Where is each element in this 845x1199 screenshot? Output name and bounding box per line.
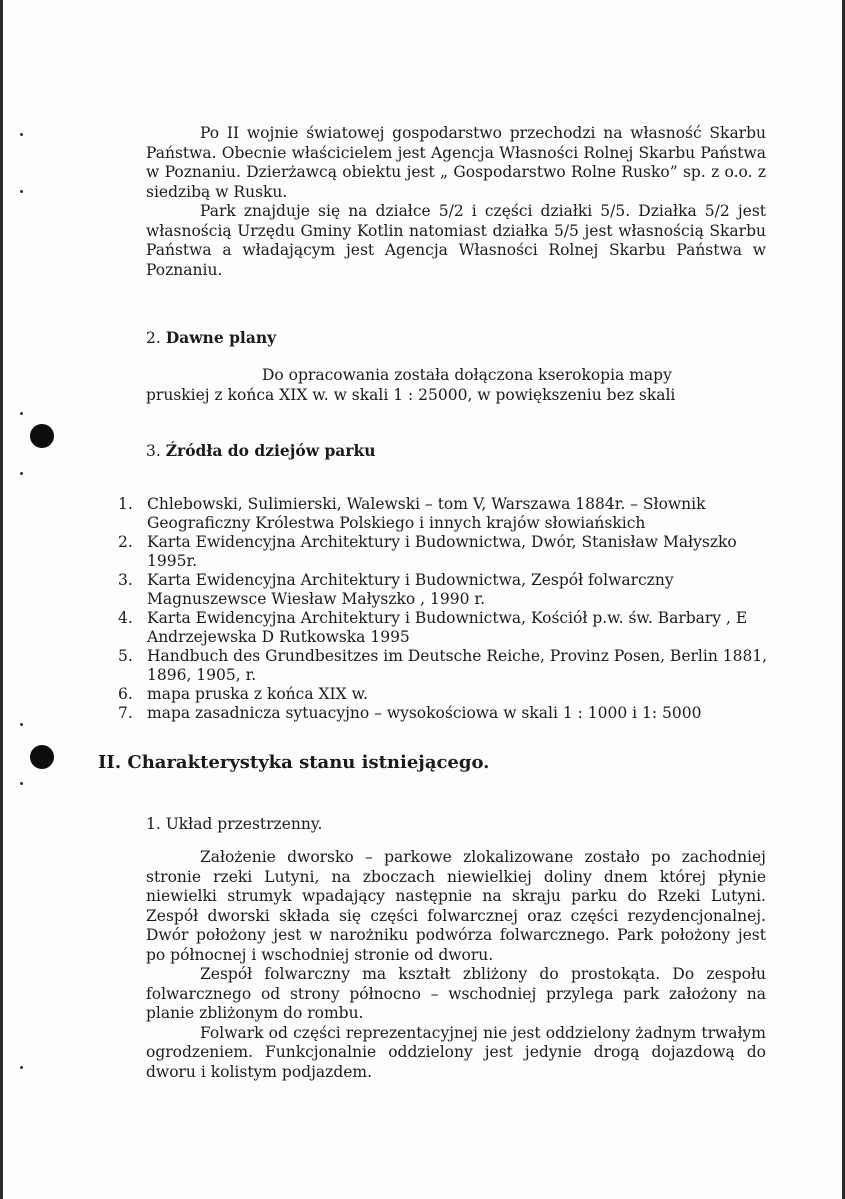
subsection-1-title: 1. Układ przestrzenny. bbox=[146, 815, 323, 833]
scan-mark bbox=[20, 723, 23, 726]
scan-mark bbox=[20, 412, 23, 415]
section-2-title: Dawne plany bbox=[165, 328, 277, 347]
section-2-body bbox=[146, 366, 736, 405]
list-item: 2. Karta Ewidencyjna Architektury i Budownictwa, Dwór, Stanisław Małyszko 1995r. bbox=[118, 533, 737, 570]
scan-edge-left bbox=[0, 0, 3, 1199]
intro-paragraph-2: Park znajduje się na działce 5/2 i części działki 5/5. Działka 5/2 jest własnością Urzędu Gminy Kotlin natomiast działka 5/5 jest własnością Skarbu Państwa a władającym jest Agencja Własności Rolnej Skarbu Państwa w Poznaniu. bbox=[146, 202, 766, 279]
sources-list bbox=[118, 495, 768, 723]
list-item: 7. mapa zasadnicza sytuacyjno – wysokościowa w skali 1 : 1000 i 1: 5000 bbox=[118, 704, 702, 722]
intro-paragraph-1: Po II wojnie światowej gospodarstwo przechodzi na własność Skarbu Państwa. Obecnie właścicielem jest Agencja Własności Rolnej Skarbu Państwa w Poznaniu. Dzierżawcą obiektu jest „ Gospodarstwo Rolne Rusko” sp. z o.o. z siedzibą w Rusku. bbox=[146, 124, 766, 201]
subsection-1-paragraph-3: Folwark od części reprezentacyjnej nie jest oddzielony żadnym trwałym ogrodzeniem. Funkcjonalnie oddzielony jest jedynie drogą dojazdową do dworu i kolistym podjazdem. bbox=[146, 1023, 766, 1081]
scan-mark bbox=[20, 472, 23, 475]
list-item: 6. mapa pruska z końca XIX w. bbox=[118, 685, 368, 703]
list-item: 1. Chlebowski, Sulimierski, Walewski – tom V, Warszawa 1884r. – Słownik Geograficzny Królestwa Polskiego i innych krajów słowiańskich bbox=[118, 495, 706, 532]
scan-mark bbox=[20, 782, 23, 785]
subsection-1-paragraph-2: Zespół folwarczny ma kształt zbliżony do prostokąta. Do zespołu folwarcznego od strony północno – wschodniej przylega park założony na planie zbliżonym do rombu. bbox=[146, 965, 766, 1022]
section-3-number: 3. bbox=[146, 442, 161, 460]
scan-mark bbox=[20, 133, 23, 136]
subsection-1-body bbox=[146, 848, 766, 1082]
list-item: 3. Karta Ewidencyjna Architektury i Budownictwa, Zespół folwarczny Magnuszewsce Wiesław Małyszko , 1990 r. bbox=[118, 571, 674, 608]
chapter-2-title: II. Charakterystyka stanu istniejącego. bbox=[98, 752, 490, 773]
list-item: 5. Handbuch des Grundbesitzes im Deutsche Reiche, Provinz Posen, Berlin 1881, 1896, 1905, r. bbox=[118, 647, 768, 684]
section-2-text: Do opracowania została dołączona kserokopia mapy pruskiej z końca XIX w. w skali 1 : 25000, w powiększeniu bez skali bbox=[146, 366, 676, 404]
subsection-1-paragraph-1: Założenie dworsko – parkowe zlokalizowane zostało po zachodniej stronie rzeki Lutyni, na zboczach niewielkiej doliny dnem której płynie niewielki strumyk wpadający następnie na skraju parku do Rzeki Lutyni. Zespół dworski składa się części folwarcznej oraz części rezydencjonalnej. Dwór położony jest w narożniku podwórza folwarcznego. Park położony jest po północnej i wschodniej stronie od dworu. bbox=[146, 848, 766, 964]
list-item: 4. Karta Ewidencyjna Architektury i Budownictwa, Kościół p.w. św. Barbary , E Andrzejewska D Rutkowska 1995 bbox=[118, 609, 748, 646]
scan-mark bbox=[20, 190, 23, 193]
section-2-heading bbox=[146, 328, 276, 347]
section-3-title: Źródła do dziejów parku bbox=[165, 441, 376, 460]
section-2-number: 2. bbox=[146, 329, 161, 347]
punch-hole bbox=[30, 424, 54, 448]
section-3-heading bbox=[146, 441, 376, 460]
scan-mark bbox=[20, 1066, 23, 1069]
punch-hole bbox=[30, 745, 54, 769]
intro-block bbox=[146, 124, 766, 280]
